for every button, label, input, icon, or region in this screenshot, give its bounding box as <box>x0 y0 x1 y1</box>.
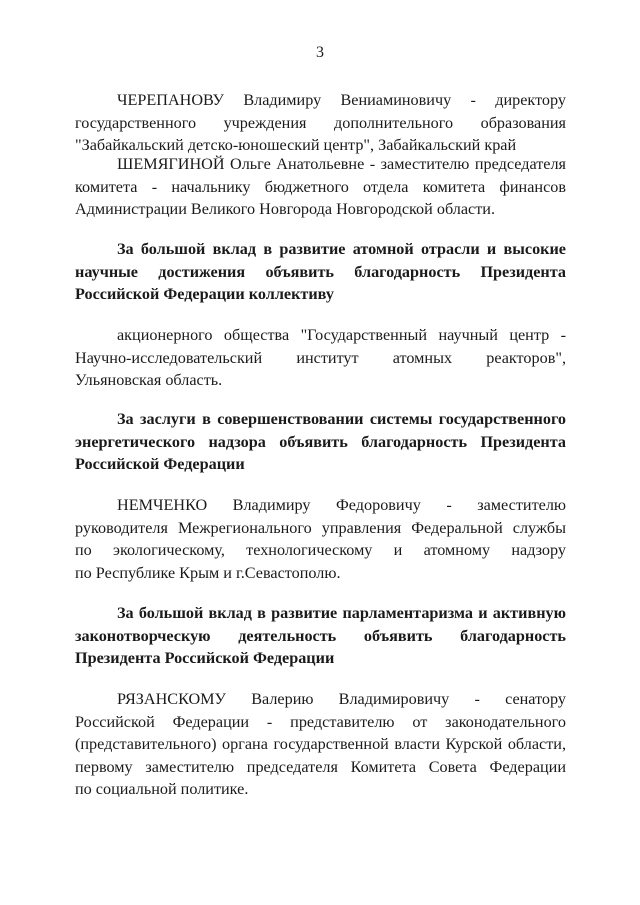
text-line: Администрации Великого Новгорода Новгородской области. <box>75 200 496 218</box>
heading-line: Президента Российской Федерации <box>75 649 335 667</box>
section-heading <box>75 602 566 670</box>
text-line: Российской Федерации - представителю от законодательного <box>75 712 566 731</box>
award-paragraph <box>75 494 566 584</box>
text-line: Ульяновская область. <box>75 371 223 389</box>
heading-line: За большой вклад в развитие парламентаризма и активную <box>117 604 566 622</box>
text-line: по экологическому, технологическому и атомному надзору <box>75 541 566 559</box>
heading-line: энергетического надзора объявить благодарность Президента <box>75 432 566 451</box>
heading-line: Российской Федерации <box>75 455 245 473</box>
text-line: по Республике Крым и г.Севастополю. <box>75 563 341 582</box>
text-line: руководителя Межрегионального управления Федеральной службы <box>75 518 566 537</box>
text-line: НЕМЧЕНКО Владимиру Федоровичу - заместителю <box>117 496 566 514</box>
text-line: акционерного общества "Государственный научный центр - <box>117 326 566 344</box>
text-line: первому заместителю председателя Комитета Совета Федерации <box>75 757 566 776</box>
award-paragraph <box>75 688 566 801</box>
text-line: РЯЗАНСКОМУ Валерию Владимировичу - сенатору <box>117 690 566 708</box>
award-paragraph <box>75 89 566 157</box>
text-line: государственного учреждения дополнительного образования <box>75 113 566 132</box>
heading-line: За заслуги в совершенствовании системы государственного <box>117 410 566 428</box>
section-heading <box>75 238 566 306</box>
award-paragraph <box>75 324 566 392</box>
text-line: комитета - начальнику бюджетного отдела комитета финансов <box>75 177 566 196</box>
text-line: "Забайкальский детско-юношеский центр", Забайкальский край <box>75 136 517 154</box>
text-line: Научно-исследовательский институт атомных реакторов", <box>75 348 566 367</box>
text-line: по социальной политике. <box>75 780 249 798</box>
text-line: ШЕМЯГИНОЙ Ольге Анатольевне - заместителю председателя <box>117 155 566 173</box>
section-heading <box>75 408 566 476</box>
heading-line: Российской Федерации коллективу <box>75 285 334 303</box>
heading-line: научные достижения объявить благодарность Президента <box>75 262 566 281</box>
heading-line: За большой вклад в развитие атомной отрасли и высокие <box>117 240 566 258</box>
award-paragraph <box>75 153 566 221</box>
text-line: ЧЕРЕПАНОВУ Владимиру Вениаминовичу - директору <box>117 91 566 109</box>
page-number: 3 <box>316 44 324 61</box>
heading-line: законотворческую деятельность объявить благодарность <box>75 626 566 645</box>
text-line: (представительного) органа государственной власти Курской области, <box>75 735 566 753</box>
